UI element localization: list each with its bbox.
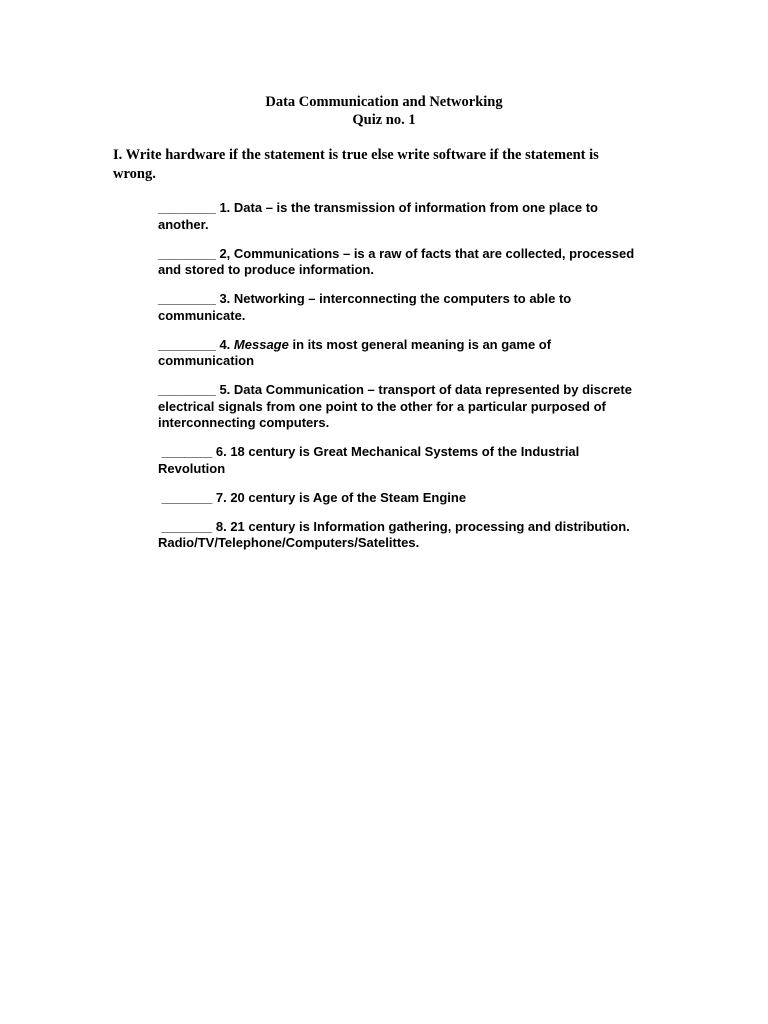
item-statement: 2, Communications – is a raw of facts that are collected, processed and stored to produce information. [158,245,638,277]
quiz-item-6 [158,444,638,477]
answer-blank: ________ [158,291,216,306]
item-statement: 5. Data Communication – transport of data represented by discrete electrical signals from one point to the other for a particular purposed of interconnecting computers. [158,382,636,430]
answer-blank: _______ [158,518,213,534]
answer-blank: ________ [158,200,216,215]
answer-blank: ________ [158,245,216,261]
answer-blank: ________ [158,336,216,352]
item-statement: 8. 21 century is Information gathering, processing and distribution. Radio/TV/Telephone/Computers/Satelittes. [158,518,634,550]
quiz-item-7 [158,490,638,507]
quiz-item-2 [158,246,638,279]
document-title: Data Communication and Networking [265,94,503,110]
quiz-item-5 [158,382,638,432]
quiz-item-1 [158,200,638,233]
item-number: 4. [215,336,234,352]
instruction-text: I. Write hardware if the statement is true else write software if the statement is wrong. [113,147,599,182]
answer-blank: _______ [158,489,213,505]
item-statement: 3. Networking – interconnecting the computers to able to communicate. [158,291,575,323]
answer-blank: _______ [158,444,213,459]
quiz-header [0,93,768,129]
item-statement: 1. Data – is the transmission of information from one place to another. [158,200,602,232]
quiz-items-list [158,200,638,564]
answer-blank: ________ [158,382,216,397]
item-statement: 6. 18 century is Great Mechanical Systems of the Industrial Revolution [158,444,583,476]
item-emphasis: Message [233,336,289,352]
quiz-number: Quiz no. 1 [352,112,416,128]
quiz-item-3 [158,291,638,324]
quiz-item-4 [158,337,638,370]
quiz-item-8 [158,519,638,552]
item-statement: in its most general meaning is an game of communication [158,336,555,368]
item-statement: 7. 20 century is Age of the Steam Engine [212,489,467,505]
